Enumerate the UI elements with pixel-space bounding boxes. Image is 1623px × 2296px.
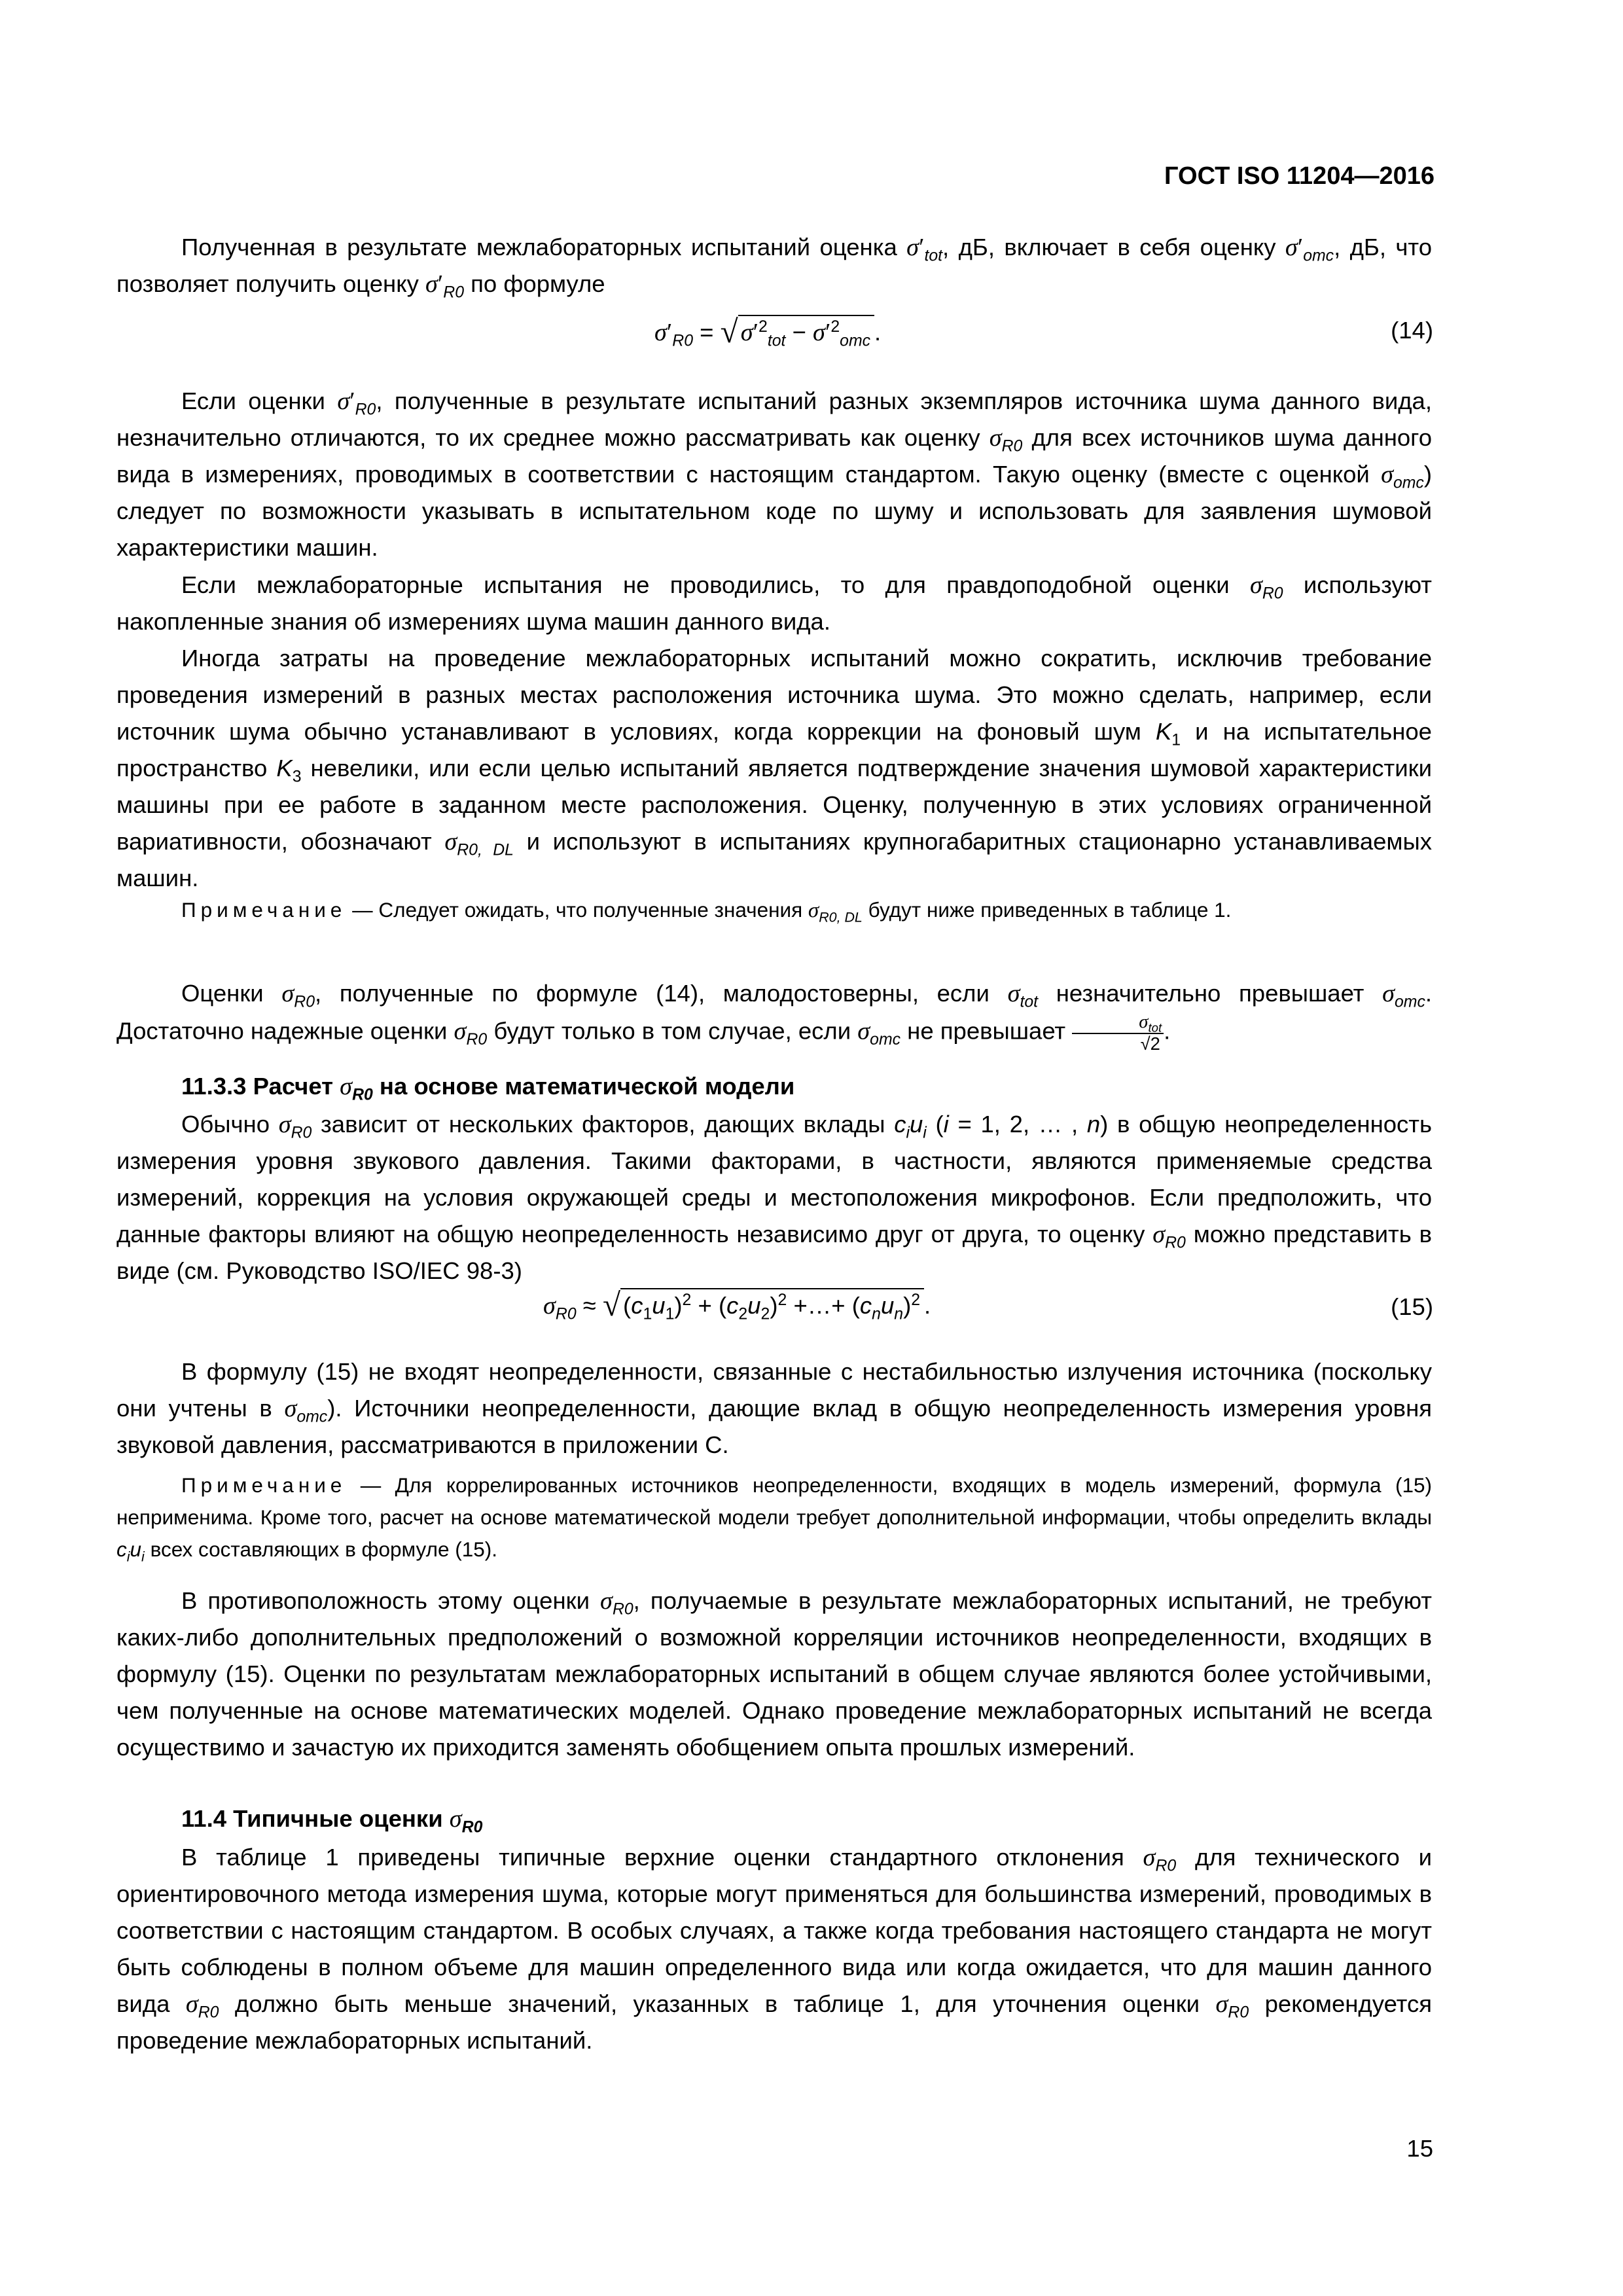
paragraph-2: Если оценки $\sigma'_{R0}$, полученные в результате испытаний разных экземпляров источника шума данного вида, незначительно отличаются, то их среднее можно рассматривать как оценку $\sigma_{R0}$ для всех источников шума данного вида в измерениях, проводимых в соответствии с настоящим стандартом. Такую оценку (вместе с оценкой $\sigma_{omc}$) следует по возможности указывать в испытательном коде по шуму и использовать для заявления шумовой характеристики машин. bbox=[116, 387, 1432, 561]
formula-15: $\sigma_{R0}$ ≈ √ $(c_1u_1)^2 + (c_2u_2)^2$ +…+ $(c_nu_n)^2$ . bbox=[543, 1287, 931, 1323]
formula-15-number: (15) bbox=[1391, 1293, 1433, 1320]
formula-14-number: (14) bbox=[1391, 317, 1433, 344]
paragraph-3: Если межлабораторные испытания не проводились, то для правдоподобной оценки $\sigma_{R0}$ используют накопленные знания об измерениях шума машин данного вида. bbox=[116, 571, 1432, 635]
paragraph-7: В формулу (15) не входят неопределенности, связанные с нестабильностью излучения источника (поскольку они учтены в $\sigma_{omc}$). Источники неопределенности, дающие вклад в общую неопределенность измерения уровня звуковой давления, рассматриваются в приложении С. bbox=[116, 1358, 1432, 1458]
standard-header: ГОСТ ISO 11204—2016 bbox=[1164, 162, 1435, 190]
paragraph-4: Иногда затраты на проведение межлабораторных испытаний можно сократить, исключив требование проведения измерений в разных местах расположения источника шума. Это можно сделать, например, если источник шума обычно устанавливают в условиях, когда коррекции на фоновый шум $K_1$ и на испытательное пространство $K_3$ невелики, или если целью испытаний является подтверждение значения шумовой характеристики машины при ее работе в заданном месте расположения. Оценку, полученную в этих условиях ограниченной вариативности, обозначают $\sigma_{R0, DL}$ и используют в испытаниях крупногабаритных стационарно устанавливаемых машин. bbox=[116, 645, 1433, 891]
note-1: Примечание — Следует ожидать, что полученные значения $\sigma_{R0, DL}$ будут ниже приведенных в таблице 1. bbox=[181, 898, 1232, 925]
paragraph-6: Обычно $\sigma_{R0}$ зависит от нескольких факторов, дающих вклады $c_iu_i$ (i = 1, 2, … , n) в общую неопределенность измерения уровня звукового давления. Такими факторами, в частности, являются применяемые средства измерений, коррекция на условия окружающей среды и местоположения микрофонов. Если предположить, что данные факторы влияют на общую неопределенность независимо друг от друга, то оценку $\sigma_{R0}$ можно представить в виде (см. Руководство ISO/IEC 98-3) bbox=[116, 1111, 1433, 1284]
page-number: 15 bbox=[1406, 2135, 1433, 2162]
paragraph-8: В противоположность этому оценки $\sigma_{R0}$, получаемые в результате межлабораторных испытаний, не требуют каких-либо дополнительных предположений о возможной корреляции источников неопределенности, входящих в формулу (15). Оценки по результатам межлабораторных испытаний в общем случае являются более устойчивыми, чем полученные на основе математических моделей. Однако проведение межлабораторных испытаний не всегда осуществимо и зачастую их приходится заменять обобщением опыта прошлых измерений. bbox=[116, 1587, 1432, 1761]
paragraph-5: Оценки $\sigma_{R0}$, полученные по формуле (14), малодостоверны, если $\sigma_{tot}$ незначительно превышает $\sigma_{omc}$. Достаточно надежные оценки $\sigma_{R0}$ будут только в том случае, если $\sigma_{omc}$ не превышает $\frac{\sigma_{tot}}{√2}$ . bbox=[116, 980, 1433, 1054]
section-heading-11-4: 11.4 Типичные оценки $\sigma_{R0}$ bbox=[181, 1805, 483, 1837]
formula-14: $\sigma'_{R0}$ = √ $\sigma'^2_{tot} - \sigma'^2_{omc}$ . bbox=[654, 314, 882, 350]
paragraph-9: В таблице 1 приведены типичные верхние оценки стандартного отклонения $\sigma_{R0}$ для технического и ориентировочного метода измерения шума, которые могут применяться для большинства измерений, проводимых в соответствии с настоящим стандартом. В особых случаях, а также когда требования настоящего стандарта не могут быть соблюдены в полном объеме для машин определенного вида или когда ожидается, что для машин данного вида $\sigma_{R0}$ должно быть меньше значений, указанных в таблице 1, для уточнения оценки $\sigma_{R0}$ рекомендуется проведение межлабораторных испытаний. bbox=[116, 1844, 1432, 2054]
fraction-sigma-tot-over-sqrt2: $\frac{\sigma_{tot}}{√2}$ bbox=[1072, 1012, 1164, 1054]
section-heading-11-3-3: 11.3.3 Расчет $\sigma_{R0}$ на основе математической модели bbox=[181, 1073, 795, 1104]
paragraph-1: Полученная в результате межлабораторных испытаний оценка $\sigma'_{tot}$, дБ, включает в себя оценку $\sigma'_{omc}$, дБ, что позволяет получить оценку $\sigma'_{R0}$ по формуле bbox=[116, 234, 1433, 302]
note-2: Примечание — Для коррелированных источников неопределенности, входящих в модель измерений, формула (15) неприменима. Кроме того, расчет на основе математической модели требует дополнительной информации, чтобы определить вклады $c_iu_i$ всех составляющих в формуле (15). bbox=[116, 1473, 1432, 1565]
